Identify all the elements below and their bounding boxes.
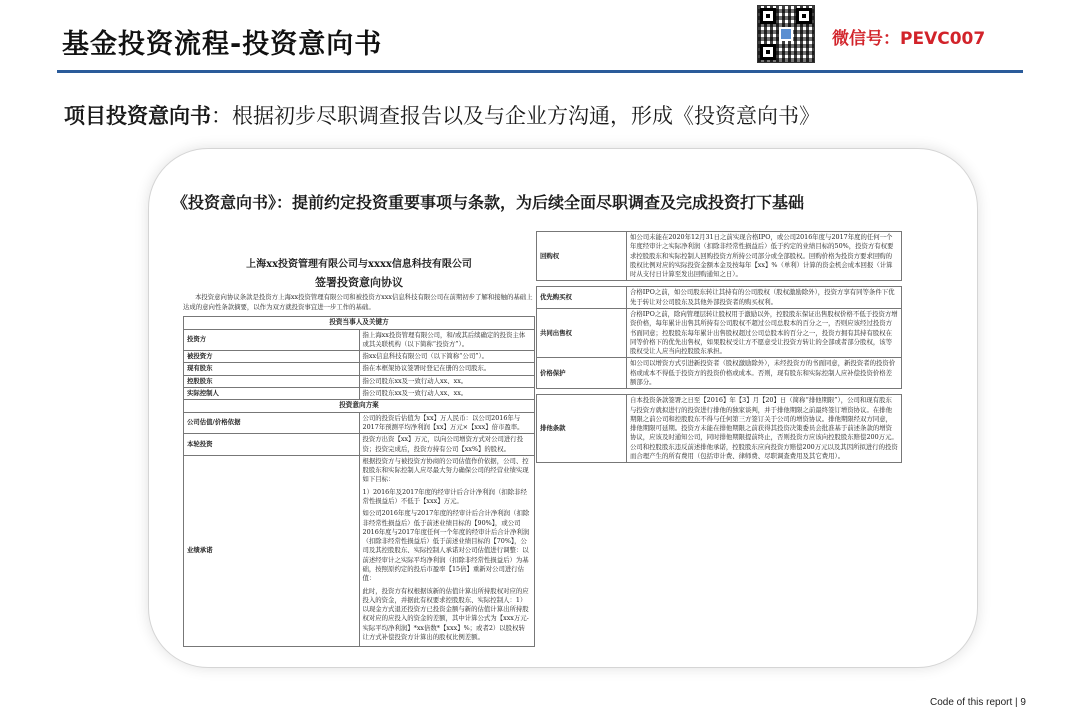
wechat-id: 微信号：PEVC007 [832, 29, 986, 49]
table-row [537, 358, 902, 389]
page-footer: Code of this report | 9 [930, 697, 1026, 708]
section-header-plan: 投资意向方案 [184, 400, 535, 413]
table-row [184, 412, 535, 434]
row-text: 公司的投资后估值为【xx】万人民币：以公司2016年与2017年预测平均净利润【xx】万元×【xxx】倍市盈率。 [359, 412, 535, 434]
row-label: 公司估值/价格依据 [184, 412, 360, 434]
row-text: 指xx信息科技有限公司（以下简称“公司”）。 [359, 351, 535, 363]
intent-document-left [183, 258, 535, 647]
panel-heading: 《投资意向书》：提前约定投资重要事项与条款，为后续全面尽职调查及完成投资打下基础 [172, 193, 805, 212]
row-label: 共同出售权 [537, 308, 627, 357]
row-label: 回购权 [537, 232, 627, 281]
row-label: 价格保护 [537, 358, 627, 389]
row-label: 实际控制人 [184, 387, 360, 399]
row-label: 被投资方 [184, 351, 360, 363]
perf-para: 根据投资方与被投资方协商的公司估值作价依据，公司、控股股东和实际控制人应尽最大努力确保公司的经营业绩实现如下目标： [362, 456, 529, 484]
row-text: 合格IPO之前，如公司股东转让其持有的公司股权（股权激励除外），投资方享有同等条件下优先于转让对公司股东及其他外部投资者的购买权利。 [627, 287, 902, 309]
intent-document-right [536, 231, 902, 463]
section-header-parties: 投资当事人及关键方 [184, 317, 535, 330]
table-row [184, 434, 535, 456]
row-text: 如公司以增资方式引进新投资者（股权激励除外），未经投资方的书面同意，新投资者的投资价格或成本不得低于投资方的投资价格或成本。否则，现有股东和实际控制人应补偿投资价格差额部分。 [627, 358, 902, 389]
row-label: 业绩承诺 [184, 455, 360, 646]
table-row [184, 375, 535, 387]
row-text [359, 455, 535, 646]
table-row [184, 455, 535, 646]
row-label: 投资方 [184, 329, 360, 351]
row-label: 控股股东 [184, 375, 360, 387]
table-row [184, 363, 535, 375]
row-label: 现有股东 [184, 363, 360, 375]
doc-title-line2: 签署投资意向协议 [315, 275, 403, 289]
perf-para: 如公司2016年度与2017年度的经审计后合计净利润（扣除非经常性损益后）低于前述业绩目标的【90%】，或公司2016年度与2017年度任何一个年度的经审计后合计净利润（扣除非经常性损益后）低于前述业绩目标的【70%】，公司及其控股股东、实际控制人承诺对公司估值进行调整：以前述经审计之实际平均净利润（扣除非经常性损益后）为基础，按照原约定的投后市盈率【15倍】重新对公司进行估值： [362, 509, 530, 583]
table-row [537, 232, 902, 281]
table-row [184, 387, 535, 399]
row-label: 排他条款 [537, 395, 627, 463]
row-label: 优先购买权 [537, 287, 627, 309]
row-text: 指在本框架协议签署时登记在册的公司股东。 [359, 363, 535, 375]
row-text: 自本投资条款签署之日至【2016】年【3】月【20】日（简称“排他期限”），公司和现有股东与投资方就拟进行的投资进行排他的独家谈判，并于排他期限之前最终签订增资协议。在排他期限之前公司和控股股东不得与任何第三方签订关于公司的增资协议。排他期限经双方同意，排他期限可延期。投资方未能在排他期限之前获得其投资决策委员会批准基于前述条款的增资协议，应该及时通知公司，同时排他期限提前终止，否则投资方应该向控股股东赔偿200万元。公司和控股股东违反前述排他承诺，控股股东应向投资方赔偿200万元以及其因所拟进行的投资而合理产生的所有费用（包括审计费、律师费、尽职调查费用及其它费用）。 [627, 395, 902, 463]
doc-intro: 本投资意向协议条款是投资方上海xx投资管理有限公司和被投资方xxx信息科技有限公司在前期初步了解和接触的基础上达成的意向性条款摘要，以作为双方就投资事宜进一步工作的基础。 [183, 293, 533, 311]
doc-title-line1: 上海xx投资管理有限公司与xxxx信息科技有限公司 [246, 259, 472, 270]
row-label: 本轮投资 [184, 434, 360, 456]
table-row [537, 287, 902, 309]
table-row [184, 351, 535, 363]
row-text: 投资方出资【xx】万元，以向公司增资方式对公司进行投资；投资完成后，投资方持有公司【xx%】的股权。 [359, 434, 535, 456]
table-row [537, 308, 902, 357]
row-text: 指上海xx投资管理有限公司，和/或其后续确定的投资主体或其关联机构（以下简称“投资方”）。 [359, 329, 535, 351]
table-row [184, 329, 535, 351]
page-title: 基金投资流程-投资意向书 [62, 29, 383, 60]
terms-table-left [183, 316, 535, 647]
row-text: 指公司股东xx及一致行动人xx、xx。 [359, 387, 535, 399]
subtitle-rest: ：根据初步尽职调查报告以及与企业方沟通，形成《投资意向书》 [211, 104, 820, 128]
subtitle-bold: 项目投资意向书 [64, 104, 211, 128]
page-subtitle [64, 100, 820, 130]
perf-para: 此时，投资方有权根据该新的估值计算出所持股权对应的应投入的资金，并据此有权要求控股股东、实际控制人：1）以现金方式退还投资方已投资金额与新的估值计算出所持股权对应的应投入的资金的差额，其中计算公式为【xxx万元-实际平均净利润】*xx倍数*【xxx】%；或者2）以股权转让方式补偿投资方计算出的股权比例差额。 [362, 586, 529, 641]
table-row [537, 395, 902, 463]
terms-table-right [536, 231, 902, 463]
header-divider [57, 70, 1023, 73]
row-text: 如公司未能在2020年12月31日之前实现合格IPO，或公司2016年度与2017年度的任何一个年度经审计之实际净利润（扣除非经常性损益后）低于约定的业绩目标的50%，投资方有权要求控股股东和实际控制人回购投资方所持公司部分或全部股权。回购价格为投资方要求回购的股权比例对应的实际投资金额本金及按每年【xx】%（单利）计算的资金机会成本回报（计算时从支付日计算至发出回购通知之日）。 [627, 232, 902, 281]
row-text: 合格IPO之前，除向管理层转让股权用于激励以外，控股股东保证出售股权价格不低于投资方增资价格，每年累计出售其所持有公司股权不超过公司总股本的百分之一，否则应该经过投资方书面同意；控股股东每年累计出售股权超过公司总股本的百分之一，投资方拥有其持有股权在同等价格下的优先出售权，如果股权受让方不愿意受让投资方转让的全部或者部分股权，该等股权受让人应当向控股股东承担。 [627, 308, 902, 357]
row-text: 指公司股东xx及一致行动人xx、xx。 [359, 375, 535, 387]
qr-code-icon [757, 5, 815, 63]
perf-para: 1）2016年及2017年度的经审计后合计净利润（扣除非经常性损益后）不低于【xxx】万元。 [362, 487, 527, 506]
